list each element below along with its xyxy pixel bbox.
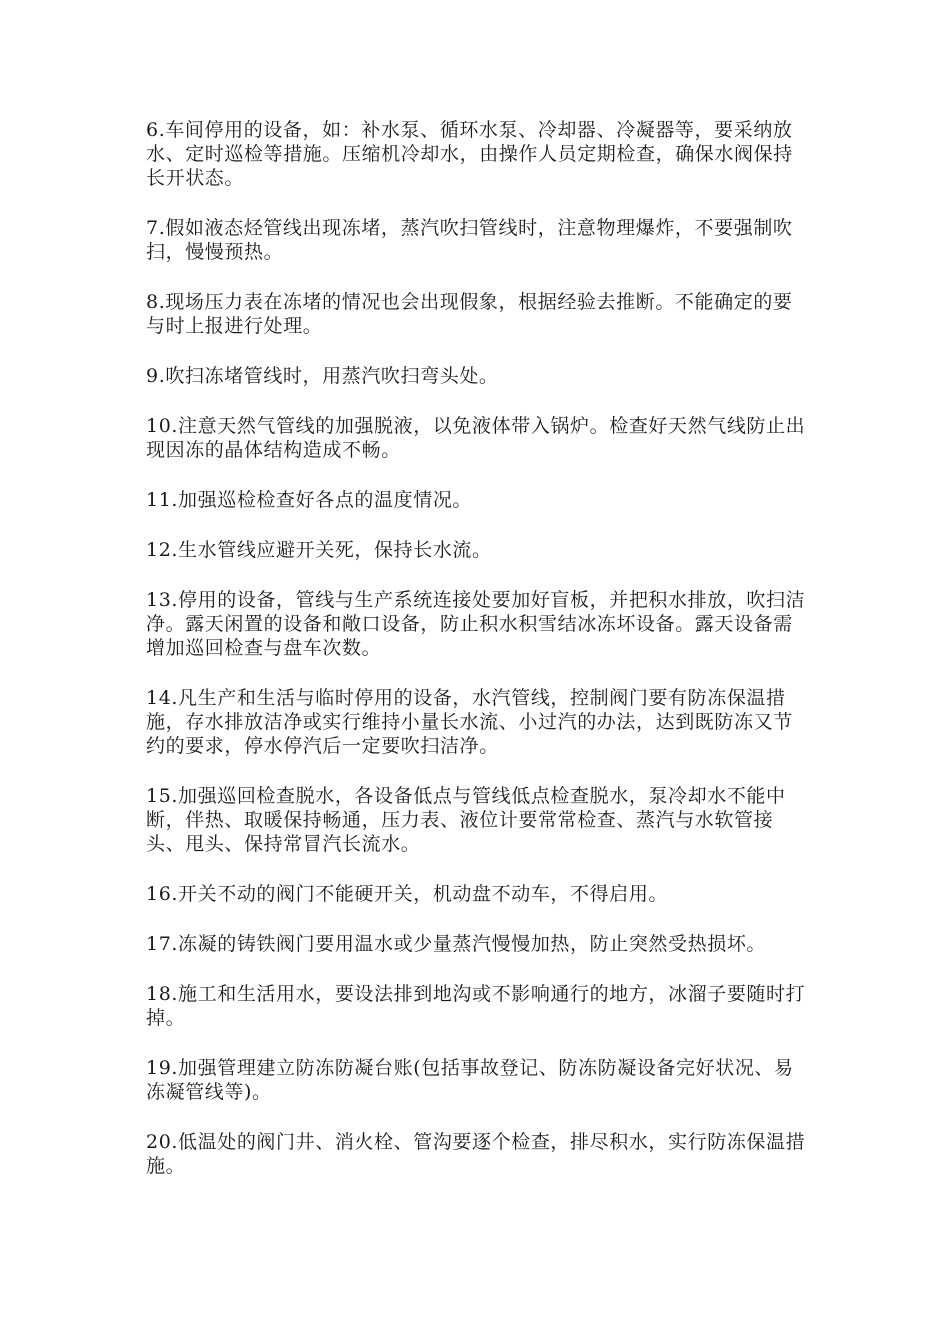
document-body [146, 118, 808, 1204]
paragraph-item-20: 20.低温处的阀门井、消火栓、管沟要逐个检查，排尽积水，实行防冻保温措施。 [146, 1131, 806, 1177]
paragraph-item-12: 12.生水管线应避开关死，保持长水流。 [146, 539, 492, 561]
paragraph-item-18: 18.施工和生活用水，要设法排到地沟或不影响通行的地方，冰溜子要随时打掉。 [146, 983, 806, 1029]
paragraph-item-11: 11.加强巡检检查好各点的温度情况。 [146, 489, 473, 511]
paragraph-item-14: 14.凡生产和生活与临时停用的设备，水汽管线，控制阀门要有防冻保温措施，存水排放洁净或实行维持小量长水流、小过汽的办法，达到既防冻又节约的要求，停水停汽后一定要吹扫洁净。 [146, 687, 793, 757]
paragraph-item-13: 13.停用的设备，管线与生产系统连接处要加好盲板，并把积水排放，吹扫洁净。露天闲置的设备和敞口设备，防止积水积雪结冰冻坏设备。露天设备需增加巡回检查与盘车次数。 [146, 589, 806, 659]
paragraph-item-17: 17.冻凝的铸铁阀门要用温水或少量蒸汽慢慢加热，防止突然受热损坏。 [146, 933, 767, 955]
paragraph-item-9: 9.吹扫冻堵管线时，用蒸汽吹扫弯头处。 [146, 365, 499, 387]
paragraph-item-8: 8.现场压力表在冻堵的情况也会出现假象，根据经验去推断。不能确定的要与时上报进行处理。 [146, 291, 793, 337]
paragraph-item-15: 15.加强巡回检查脱水，各设备低点与管线低点检查脱水，泵冷却水不能中断，伴热、取暖保持畅通，压力表、液位计要常常检查、蒸汽与水软管接头、甩头、保持常冒汽长流水。 [146, 785, 786, 855]
paragraph-item-10: 10.注意天然气管线的加强脱液，以免液体带入锅炉。检查好天然气线防止出现因冻的晶体结构造成不畅。 [146, 415, 806, 461]
paragraph-item-19: 19.加强管理建立防冻防凝台账(包括事故登记、防冻防凝设备完好状况、易冻凝管线等)。 [146, 1057, 794, 1103]
paragraph-item-7: 7.假如液态烃管线出现冻堵，蒸汽吹扫管线时，注意物理爆炸，不要强制吹扫，慢慢预热。 [146, 217, 793, 263]
paragraph-item-6: 6.车间停用的设备，如：补水泵、循环水泵、冷却器、冷凝器等，要采纳放水、定时巡检等措施。压缩机冷却水，由操作人员定期检查，确保水阀保持长开状态。 [146, 119, 793, 189]
paragraph-item-16: 16.开关不动的阀门不能硬开关，机动盘不动车，不得启用。 [146, 883, 669, 905]
